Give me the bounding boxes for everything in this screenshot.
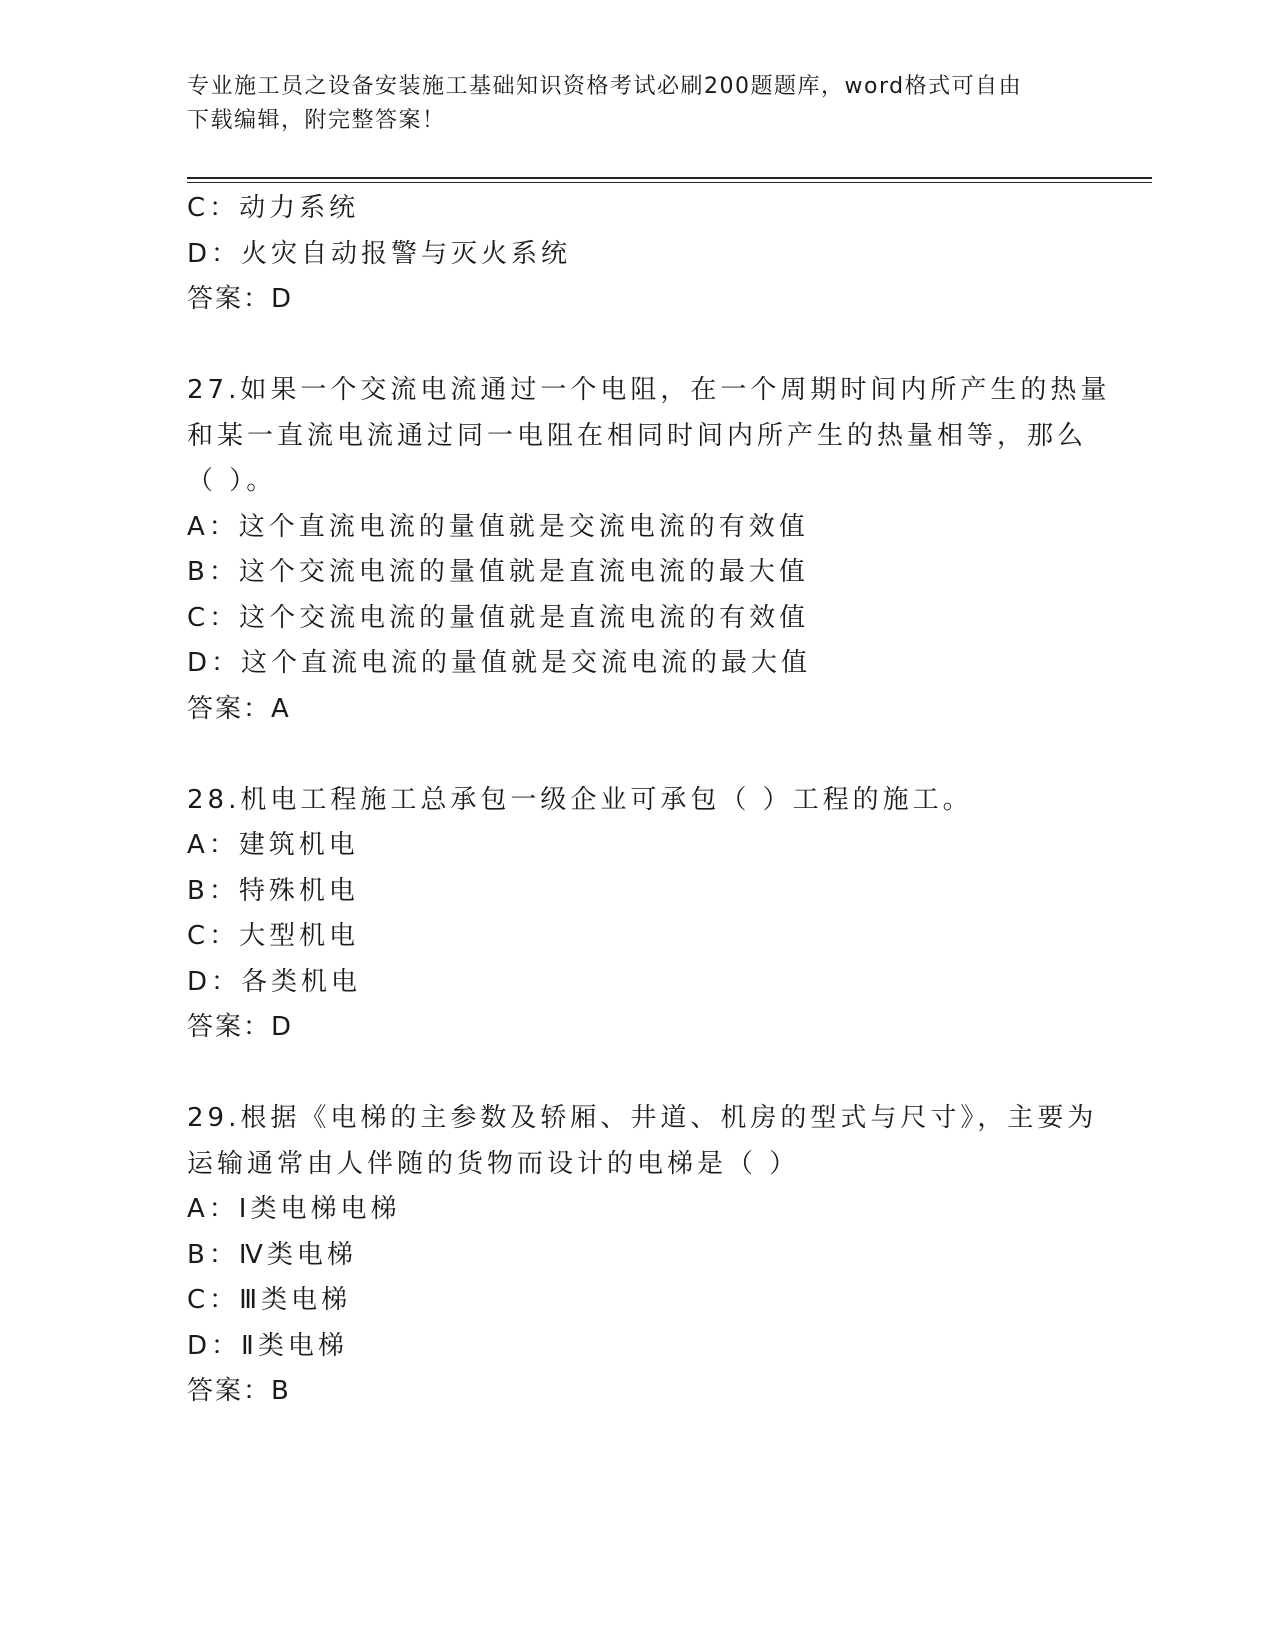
question-26-continuation — [187, 186, 1087, 323]
document-header — [187, 70, 1067, 138]
question-stem-line: 和某一直流电流通过同一电阻在相同时间内所产生的热量相等，那么 — [187, 420, 1088, 451]
option-c: C：这个交流电流的量值就是直流电流的有效值 — [187, 602, 810, 633]
option-d: D：Ⅱ类电梯 — [187, 1330, 348, 1361]
option-c: C：Ⅲ类电梯 — [187, 1285, 352, 1315]
option-d: D：火灾自动报警与灭火系统 — [187, 238, 572, 269]
option-c: C：大型机电 — [187, 921, 360, 951]
question-29 — [187, 1096, 1098, 1415]
header-title-line-1: 专业施工员之设备安装施工基础知识资格考试必刷200题题库，word格式可自由 — [187, 74, 1023, 99]
question-stem-line: 29.根据《电梯的主参数及轿厢、井道、机房的型式与尺寸》，主要为 — [187, 1103, 1098, 1133]
option-b: B：Ⅳ类电梯 — [187, 1239, 357, 1270]
header-divider-thick — [187, 177, 1152, 179]
question-stem-line: 27.如果一个交流电流通过一个电阻，在一个周期时间内所产生的热量 — [187, 375, 1111, 405]
option-a: A：Ⅰ类电梯电梯 — [187, 1194, 401, 1224]
header-title-line-2: 下载编辑，附完整答案！ — [187, 108, 446, 133]
answer-line: 答案：D — [187, 284, 294, 314]
header-divider-thin — [187, 182, 1152, 183]
answer-line: 答案：B — [187, 1376, 291, 1406]
question-stem-line: （ ）。 — [187, 466, 277, 496]
question-stem-line: 28.机电工程施工总承包一级企业可承包（ ）工程的施工。 — [187, 784, 973, 815]
question-27 — [187, 368, 1111, 732]
question-spacer — [187, 732, 1087, 778]
option-d: D：这个直流电流的量值就是交流电流的最大值 — [187, 648, 812, 678]
option-c: C：动力系统 — [187, 193, 360, 223]
question-28 — [187, 778, 1087, 1051]
answer-line: 答案：A — [187, 693, 291, 724]
question-stem-line: 运输通常由人伴随的货物而设计的电梯是（ ） — [187, 1148, 800, 1179]
option-b: B：特殊机电 — [187, 875, 359, 906]
option-b: B：这个交流电流的量值就是直流电流的最大值 — [187, 557, 809, 587]
question-list — [187, 186, 1111, 1415]
answer-line: 答案：D — [187, 1012, 294, 1042]
question-spacer — [187, 1051, 1087, 1097]
question-spacer — [187, 323, 1087, 369]
option-a: A：这个直流电流的量值就是交流电流的有效值 — [187, 511, 809, 542]
option-d: D：各类机电 — [187, 966, 362, 997]
option-a: A：建筑机电 — [187, 830, 359, 860]
